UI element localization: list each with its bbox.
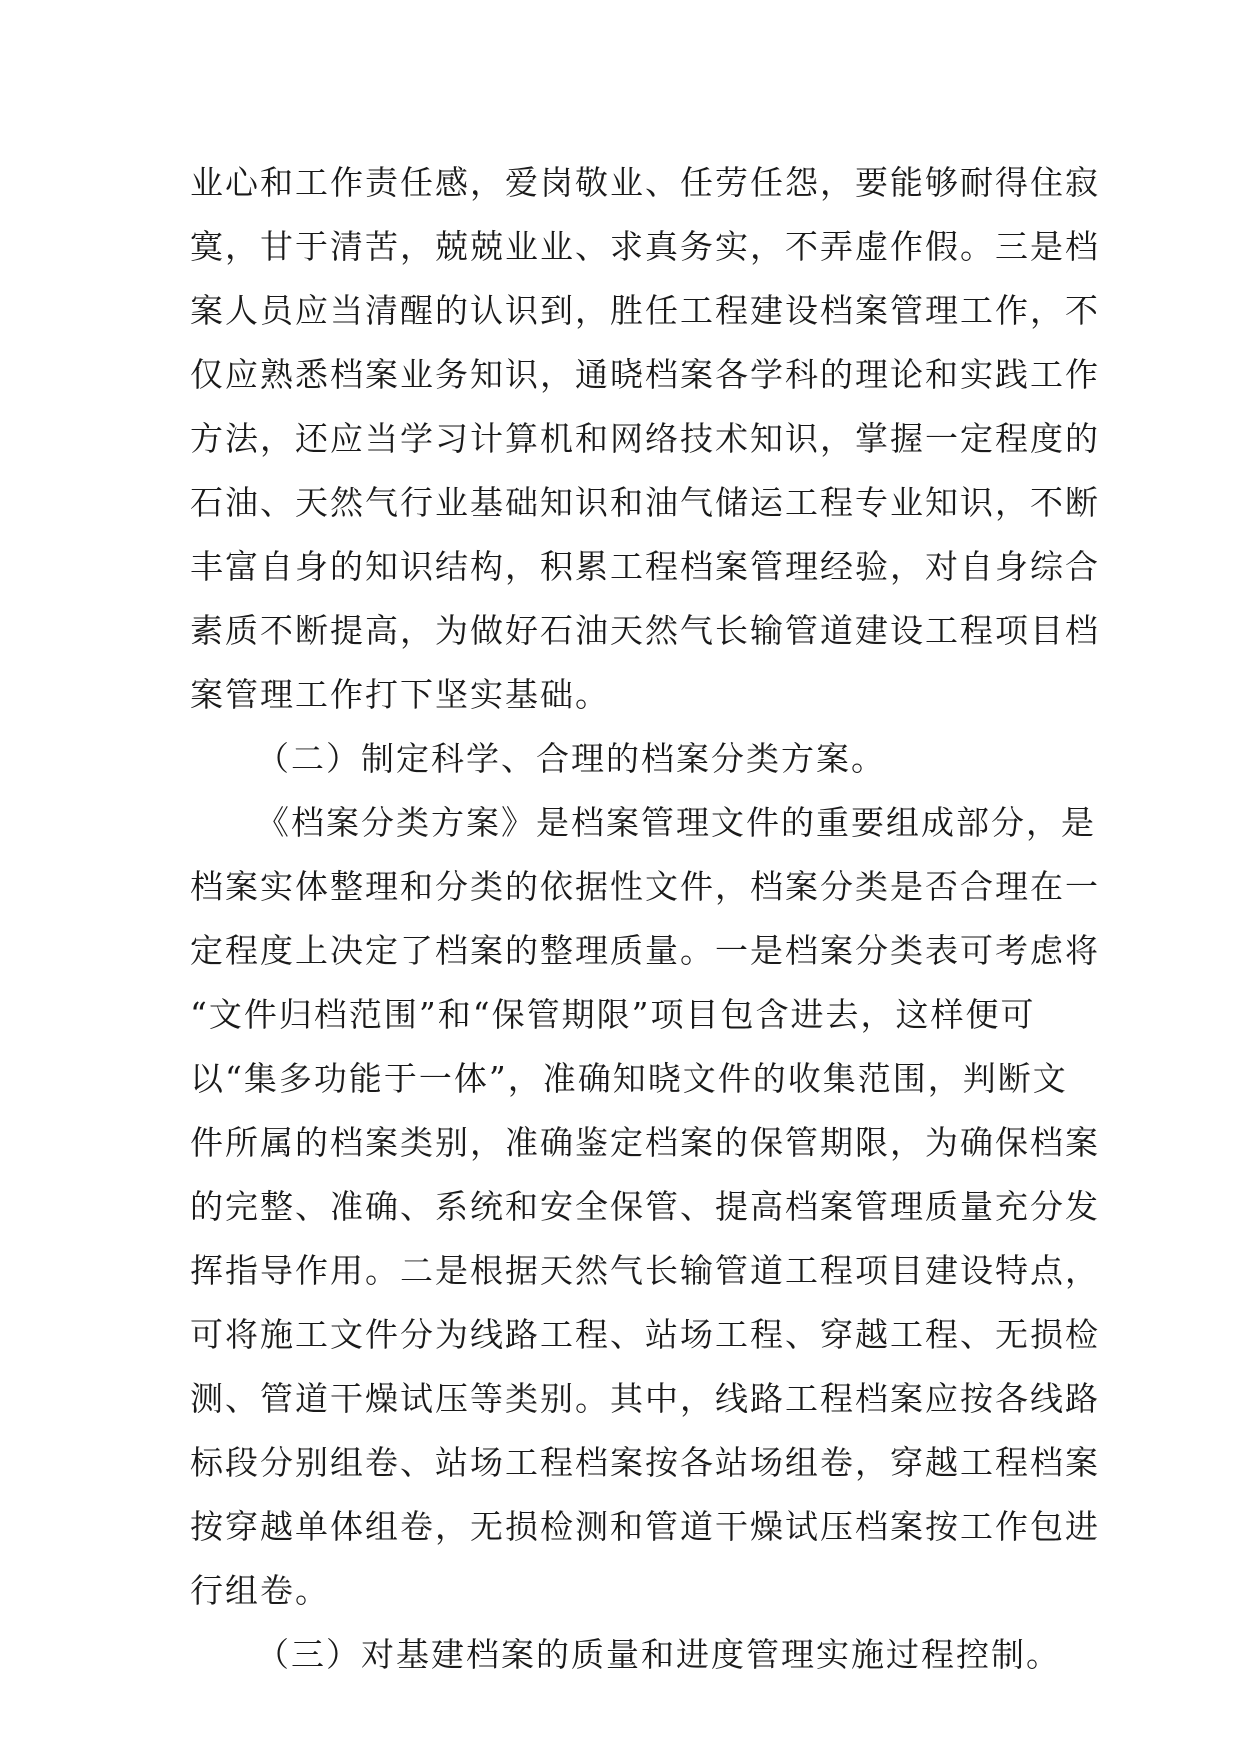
text-line: 件所属的档案类别，准确鉴定档案的保管期限，为确保档案 <box>190 1123 1100 1162</box>
text-line: 仅应熟悉档案业务知识，通晓档案各学科的理论和实践工作 <box>190 355 1100 394</box>
text-line: 方法，还应当学习计算机和网络技术知识，掌握一定程度的 <box>190 419 1100 458</box>
text-line: 标段分别组卷、站场工程档案按各站场组卷，穿越工程档案 <box>190 1443 1100 1482</box>
text-line: 行组卷。 <box>190 1571 330 1610</box>
text-line: 定程度上决定了档案的整理质量。一是档案分类表可考虑将 <box>190 931 1100 970</box>
text-line: 业心和工作责任感，爱岗敬业、任劳任怨，要能够耐得住寂 <box>190 163 1100 202</box>
paragraph-first-line: 《档案分类方案》是档案管理文件的重要组成部分，是 <box>256 803 1096 842</box>
text-line: 挥指导作用。二是根据天然气长输管道工程项目建设特点， <box>190 1251 1100 1290</box>
section-heading: （三）对基建档案的质量和进度管理实施过程控制。 <box>256 1635 1061 1674</box>
text-line: 的完整、准确、系统和安全保管、提高档案管理质量充分发 <box>190 1187 1100 1226</box>
text-line: 丰富自身的知识结构，积累工程档案管理经验，对自身综合 <box>190 547 1100 586</box>
text-line: 素质不断提高，为做好石油天然气长输管道建设工程项目档 <box>190 611 1100 650</box>
text-line: 档案实体整理和分类的依据性文件，档案分类是否合理在一 <box>190 867 1100 906</box>
section-heading: （二）制定科学、合理的档案分类方案。 <box>256 739 886 778</box>
text-line: 案管理工作打下坚实基础。 <box>190 675 610 714</box>
text-line: 按穿越单体组卷，无损检测和管道干燥试压档案按工作包进 <box>190 1507 1100 1546</box>
text-line: 以“集多功能于一体”，准确知晓文件的收集范围，判断文 <box>190 1059 1068 1098</box>
text-line: “文件归档范围”和“保管期限”项目包含进去，这样便可 <box>190 995 1036 1034</box>
text-line: 寞，甘于清苦，兢兢业业、求真务实，不弄虚作假。三是档 <box>190 227 1100 266</box>
text-line: 可将施工文件分为线路工程、站场工程、穿越工程、无损检 <box>190 1315 1100 1354</box>
text-line: 石油、天然气行业基础知识和油气储运工程专业知识，不断 <box>190 483 1100 522</box>
text-line: 测、管道干燥试压等类别。其中，线路工程档案应按各线路 <box>190 1379 1100 1418</box>
text-line: 案人员应当清醒的认识到，胜任工程建设档案管理工作，不 <box>190 291 1100 330</box>
